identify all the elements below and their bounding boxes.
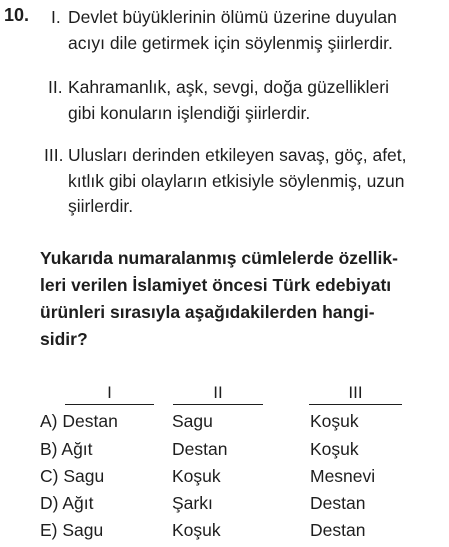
option-c[interactable] <box>0 466 449 492</box>
question-line: Yukarıda numaralanmış cümlelerde özellik- <box>40 248 398 268</box>
statement-line: Ulusları derinden etkileyen savaş, göç, afet, <box>68 145 407 165</box>
statement-numeral: I. <box>51 7 61 27</box>
statement-line: kıtlık gibi olayların etkisiyle söylenmiş, uzun <box>68 170 405 191</box>
statement-line: Kahramanlık, aşk, sevgi, doğa güzellikleri <box>68 77 389 97</box>
option-col-2: Destan <box>172 439 228 459</box>
statement-line: şiirlerdir. <box>68 196 134 216</box>
question-line: leri verilen İslamiyet öncesi Türk edebiyatı <box>40 275 392 295</box>
option-value: Sagu <box>62 520 104 540</box>
option-col-1 <box>40 466 104 487</box>
option-b[interactable] <box>0 439 449 465</box>
statement-line: Devlet büyüklerinin ölümü üzerine duyulan <box>68 7 397 27</box>
option-e[interactable] <box>0 520 449 546</box>
option-d[interactable] <box>0 493 449 519</box>
option-col-1 <box>40 411 118 432</box>
option-value: Ağıt <box>61 439 93 459</box>
option-col-3: Mesnevi <box>310 466 376 486</box>
option-col-3: Destan <box>310 520 366 540</box>
option-label: D) <box>40 493 59 513</box>
column-header-3: III <box>309 384 402 405</box>
option-col-2: Sagu <box>172 411 213 431</box>
option-col-3: Destan <box>310 493 366 513</box>
statement-2 <box>48 75 389 126</box>
option-col-2: Koşuk <box>172 466 221 486</box>
statement-3 <box>44 143 407 220</box>
option-label: A) <box>40 411 58 431</box>
question-line: ürünleri sırasıyla aşağıdakilerden hangi- <box>40 302 375 322</box>
option-col-2: Şarkı <box>172 493 213 513</box>
option-col-1 <box>40 520 103 541</box>
question-line: sidir? <box>40 329 88 349</box>
column-header-1: I <box>65 384 154 405</box>
question-text <box>40 245 440 353</box>
option-label: E) <box>40 520 58 540</box>
option-label: C) <box>40 466 59 486</box>
option-a[interactable] <box>0 411 449 437</box>
option-col-3: Koşuk <box>310 439 359 459</box>
column-header-2: II <box>173 384 263 405</box>
option-value: Sagu <box>63 466 105 486</box>
option-value: Destan <box>62 411 118 431</box>
option-col-2: Koşuk <box>172 520 221 540</box>
statement-line: gibi konuların işlendiği şiirlerdir. <box>68 102 311 123</box>
option-col-1 <box>40 493 94 514</box>
option-col-3: Koşuk <box>310 411 359 431</box>
question-number: 10. <box>4 5 30 25</box>
option-col-1 <box>40 439 93 460</box>
statement-1 <box>51 5 397 56</box>
statement-line: acıyı dile getirmek için söylenmiş şiirlerdir. <box>68 32 393 53</box>
statement-numeral: III. <box>44 145 64 165</box>
option-value: Ağıt <box>62 493 94 513</box>
option-label: B) <box>40 439 58 459</box>
statement-numeral: II. <box>48 77 63 97</box>
